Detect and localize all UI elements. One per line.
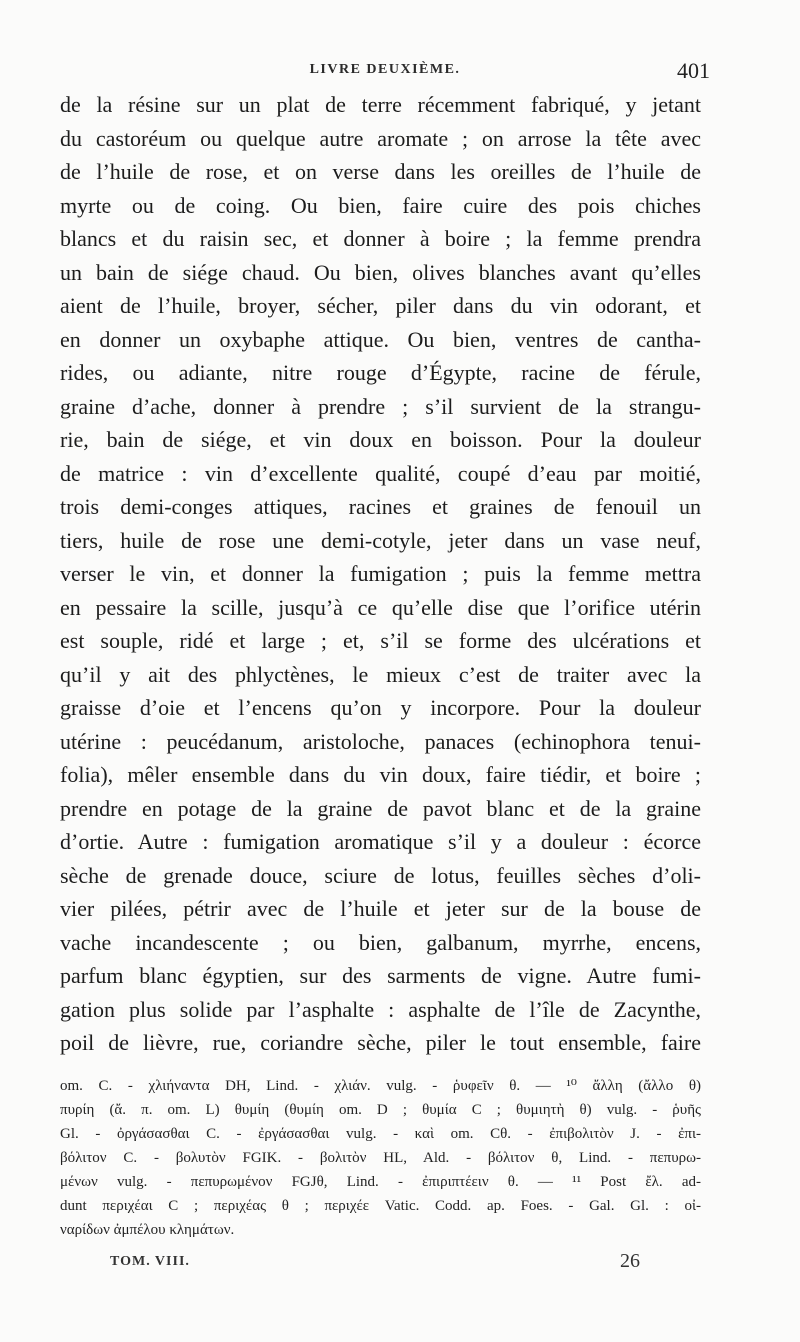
body-line: myrte ou de coing. Ou bien, faire cuire des pois chiches [60, 192, 701, 218]
body-line: blancs et du raisin sec, et donner à boire ; la femme prendra [60, 226, 701, 251]
note-line: πυρίη (ἄ. π. om. L) θυμίη (θυμίη om. D ; θυμία C ; θυμιητὴ θ) vulg. - ῥυῆς [60, 1102, 701, 1118]
body-line: folia), mêler ensemble dans du vin doux, faire tiédir, et boire ; [60, 762, 701, 787]
body-line: rie, bain de siége, et vin doux en boisson. Pour la douleur [60, 427, 701, 452]
note-line: βόλιτον C. - βολυτὸν FGIK. - βολιτὸν HL, Ald. - βόλιτον θ, Lind. - πεπυρω- [60, 1150, 701, 1166]
body-line: utérine : peucédanum, aristoloche, panaces (echinophora tenui- [60, 728, 701, 754]
sheet-number: 26 [620, 1250, 640, 1272]
volume-signature: TOM. VIII. [110, 1254, 190, 1269]
body-line: d’ortie. Autre : fumigation aromatique s’il y a douleur : écorce [60, 829, 701, 854]
body-line: qu’il y ait des phlyctènes, le mieux c’est de traiter avec la [60, 661, 701, 687]
body-line: de l’huile de rose, et on verse dans les oreilles de l’huile de [60, 159, 701, 184]
body-line: vier pilées, pétrir avec de l’huile et jeter sur de la bouse de [60, 896, 701, 921]
body-line: poil de lièvre, rue, coriandre sèche, piler le tout ensemble, faire [60, 1030, 701, 1055]
body-line: sèche de grenade douce, sciure de lotus, feuilles sèches d’oli- [60, 862, 701, 888]
body-line: verser le vin, et donner la fumigation ; puis la femme mettra [60, 561, 701, 586]
body-line: est souple, ridé et large ; et, s’il se forme des ulcérations et [60, 628, 701, 653]
running-head [60, 60, 710, 86]
note-line: μένων vulg. - πεπυρωμένον FGJθ, Lind. - ἐπιριπτέειν θ. — ¹¹ Post ἔλ. ad- [60, 1174, 701, 1190]
body-line: prendre en potage de la graine de pavot blanc et de la graine [60, 795, 701, 821]
body-line: graine d’ache, donner à prendre ; s’il survient de la strangu- [60, 393, 701, 419]
body-line: un bain de siége chaud. Ou bien, olives blanches avant qu’elles [60, 259, 701, 285]
note-line: om. C. - χλιήναντα DH, Lind. - χλιάν. vulg. - ῥυφεῖν θ. — ¹⁰ ἄλλη (ἄλλο θ) [60, 1078, 701, 1094]
body-line: gation plus solide par l’asphalte : asphalte de l’île de Zacynthe, [60, 996, 701, 1022]
body-line: aient de l’huile, broyer, sécher, piler dans du vin odorant, et [60, 293, 701, 318]
body-line: graisse d’oie et l’encens qu’on y incorpore. Pour la douleur [60, 695, 701, 720]
body-line: en pessaire la scille, jusqu’à ce qu’elle dise que l’orifice utérin [60, 594, 701, 620]
critical-apparatus [60, 1074, 701, 1242]
body-line: de la résine sur un plat de terre récemment fabriqué, y jetant [60, 92, 701, 117]
running-title: LIVRE DEUXIÈME. [309, 62, 461, 77]
body-line: trois demi-conges attiques, racines et graines de fenouil un [60, 494, 701, 519]
body-line: vache incandescente ; ou bien, galbanum, myrrhe, encens, [60, 929, 701, 955]
note-line: dunt περιχέαι C ; περιχέας θ ; περιχέε Vatic. Codd. ap. Foes. - Gal. Gl. : οἰ- [60, 1198, 701, 1214]
body-line: de matrice : vin d’excellente qualité, coupé d’eau par moitié, [60, 460, 701, 486]
page-footer [110, 1250, 640, 1278]
note-line: Gl. - ὀργάσασθαι C. - ἐργάσασθαι vulg. - καὶ om. Cθ. - ἐπιβολιτὸν J. - ἐπι- [60, 1126, 701, 1142]
body-line: rides, ou adiante, nitre rouge d’Égypte, racine de férule, [60, 360, 701, 385]
body-line: tiers, huile de rose une demi-cotyle, jeter dans un vase neuf, [60, 527, 701, 553]
body-line: parfum blanc égyptien, sur des sarments de vigne. Autre fumi- [60, 963, 701, 988]
note-line: ναρίδων ἀμπέλου κλημάτων. [60, 1222, 235, 1238]
body-line: en donner un oxybaphe attique. Ou bien, ventres de cantha- [60, 326, 701, 352]
body-line: du castoréum ou quelque autre aromate ; on arrose la tête avec [60, 125, 701, 151]
page-number: 401 [677, 58, 710, 83]
body-text [60, 88, 701, 1060]
